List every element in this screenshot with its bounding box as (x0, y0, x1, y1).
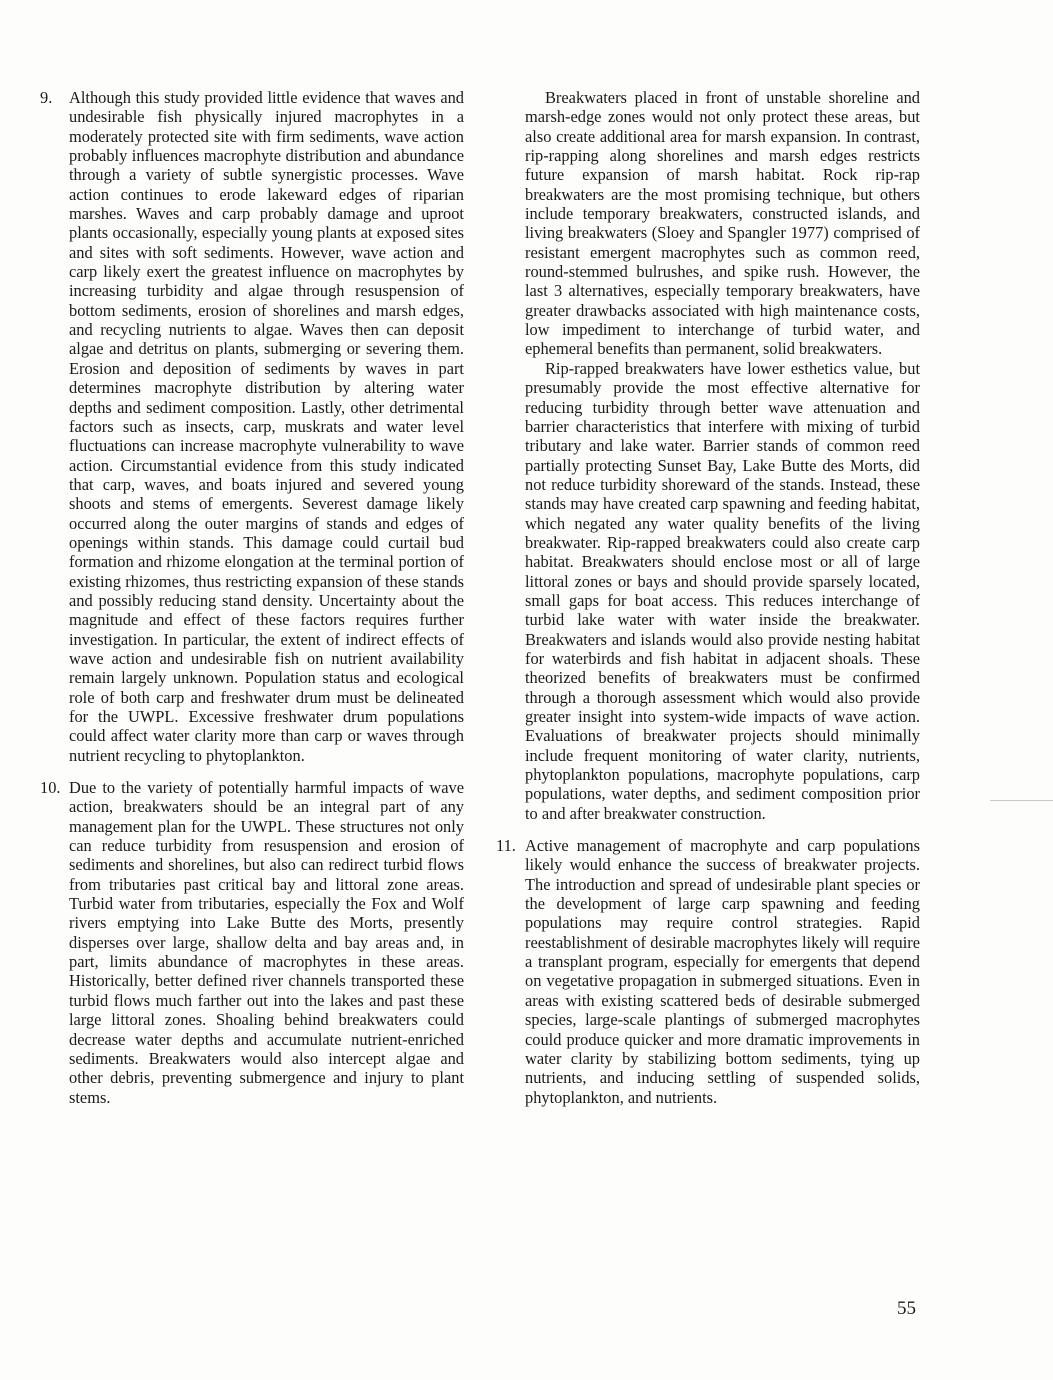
list-item-9 (40, 88, 464, 765)
scan-artifact-line (990, 800, 1053, 801)
page-number: 55 (897, 1298, 916, 1319)
list-item-10 (40, 778, 464, 1107)
left-column (40, 88, 464, 1107)
item-number: 11. (496, 836, 516, 856)
continued-item (496, 88, 920, 823)
item-text: Active management of macrophyte and carp populations likely would enhance the success of breakwater projects. The introduction and spread of undesirable plant species or the development of large carp spawning and feeding populations may require control strategies. Rapid reestablishment of desirable macrophytes likely will require a transplant program, especially for emergents that depend on vegetative propagation in submerged situations. Even in areas with existing scattered beds of desirable submerged species, large-scale plantings of submerged macrophytes could produce quicker and more dramatic improvements in water clarity by stabilizing bottom sediments, tying up nutrients, and inducing settling of suspended solids, phytoplankton, and nutrients. (525, 836, 920, 1107)
paragraph-breakwaters-placement: Breakwaters placed in front of unstable shoreline and marsh-edge zones would not only protect these areas, but also create additional area for marsh expansion. In contrast, rip-rapping along shorelines and marsh edges restricts future expansion of marsh habitat. Rock rip-rap breakwaters are the most promising technique, but others include temporary breakwaters, constructed islands, and living breakwaters (Sloey and Spangler 1977) comprised of resistant emergent macrophytes such as common reed, round-stemmed bulrushes, and spike rush. However, the last 3 alternatives, especially temporary breakwaters, have greater drawbacks associated with high maintenance costs, low impediment to interchange of turbid water, and ephemeral benefits than permanent, solid breakwaters. (525, 88, 920, 359)
paragraph-rip-rapped-breakwaters: Rip-rapped breakwaters have lower esthetics value, but presumably provide the most effective alternative for reducing turbidity through better wave attenuation and barrier characteristics that interfere with mixing of turbid tributary and lake water. Barrier stands of common reed partially protecting Sunset Bay, Lake Butte des Morts, did not reduce turbidity shoreward of the stands. Instead, these stands may have created carp spawning and feeding habitat, which negated any water quality benefits of the living breakwater. Rip-rapped breakwaters could also create carp habitat. Breakwaters should enclose most or all of large littoral zones or bays and should provide sparsely located, small gaps for boat access. This reduces interchange of turbid lake water with water inside the breakwater. Breakwaters and islands would also provide nesting habitat for waterbirds and fish habitat in adjacent shoals. These theorized benefits of breakwaters must be confirmed through a thorough assessment which would also provide greater insight into system-wide impacts of wave action. Evaluations of breakwater projects should minimally include frequent monitoring of water clarity, nutrients, phytoplankton populations, macrophyte populations, carp populations, water depths, and sediment composition prior to and after breakwater construction. (525, 358, 920, 823)
item-text: Although this study provided little evidence that waves and undesirable fish physically injured macrophytes in a moderately protected site with firm sediments, wave action probably influences macrophyte distribution and abundance through a variety of subtle synergistic processes. Wave action continues to erode lakeward edges of riparian marshes. Waves and carp probably damage and uproot plants occasionally, especially young plants at exposed sites and sites with soft sediments. However, wave action and carp likely exert the greatest influence on macrophytes by increasing turbidity and algae through resuspension of bottom sediments, erosion of shorelines and marsh edges, and recycling nutrients to algae. Waves then can deposit algae and detritus on plants, submerging or severing them. Erosion and deposition of sediments by waves in part determines macrophyte distribution by altering water depths and sediment composition. Lastly, other detrimental factors such as insects, carp, muskrats and water level fluctuations can increase macrophyte vulnerability to wave action. Circumstantial evidence from this study indicated that carp, waves, and boats injured and severed young shoots and stems of emergents. Severest damage likely occurred along the outer margins of stands and edges of openings within stands. This damage could curtail bud formation and rhizome elongation at the terminal portion of existing rhizomes, thus restricting expansion of these stands and possibly reducing stand density. Uncertainty about the magnitude and effect of these factors requires further investigation. In particular, the extent of indirect effects of wave action and undesirable fish on nutrient availability remain largely unknown. Population status and ecological role of both carp and freshwater drum must be delineated for the UWPL. Excessive freshwater drum populations could affect water clarity more than carp or waves through nutrient recycling to phytoplankton. (69, 88, 464, 765)
item-text: Due to the variety of potentially harmful impacts of wave action, breakwaters should be an integral part of any management plan for the UWPL. These structures not only can reduce turbidity from resuspension and erosion of sediments and shorelines, but also can redirect turbid flows from tributaries past critical bay and littoral zone areas. Turbid water from tributaries, especially the Fox and Wolf rivers emptying into Lake Butte des Morts, presently disperses over large, shallow delta and bay areas and, in part, limits abundance of macrophytes in these areas. Historically, better defined river channels transported these turbid flows much farther out into the lakes and past these large littoral zones. Shoaling behind breakwaters could decrease water depths and accumulate nutrient-enriched sediments. Breakwaters would also intercept algae and other debris, preventing submergence and injury to plant stems. (69, 778, 464, 1107)
right-column (496, 88, 920, 1107)
list-item-11 (496, 836, 920, 1107)
item-number: 10. (40, 778, 61, 798)
item-number: 9. (40, 88, 53, 107)
